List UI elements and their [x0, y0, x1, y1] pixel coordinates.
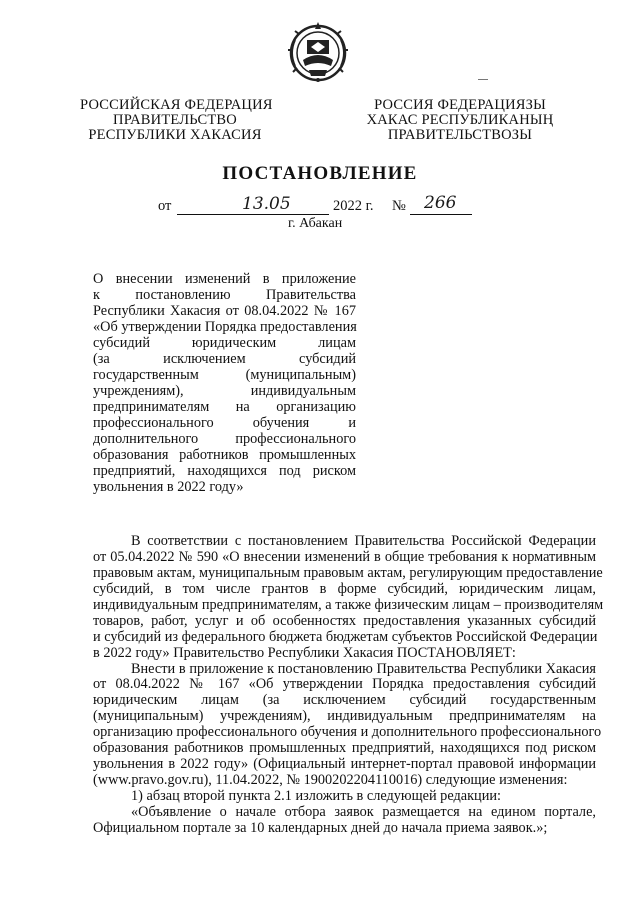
body-line: организацию профессионального обучения и дополнительного профессионального [93, 724, 602, 741]
date-year: 2022 г. [333, 198, 374, 214]
body-line: юридическим лицам (за исключением субсидий государственным [93, 692, 596, 709]
scan-mark [478, 79, 488, 80]
body-line: образования работников промышленных предприятий, находящихся под риском [93, 740, 596, 757]
header-right-line-2: ХАКАС РЕСПУБЛИКАНЫҢ [366, 112, 554, 128]
header-right-line-1: РОССИЯ ФЕДЕРАЦИЯЗЫ [374, 97, 546, 113]
body-line: правовым актам, муниципальным правовым актам, регулирующим предоставление [93, 564, 603, 581]
date-line [0, 193, 640, 218]
body-line: субсидий, в том числе грантов в форме субсидий, юридическим лицам, [93, 580, 596, 597]
subject-line: увольнения в 2022 году» [93, 479, 244, 495]
body-line: товаров, работ, услуг и об особенностях предоставления указанных субсидий [93, 612, 596, 629]
body-line: «Объявление о начале отбора заявок размещается на едином портале, [131, 803, 596, 820]
subject-line: дополнительного профессионального [93, 431, 356, 447]
city-name: г. Абакан [288, 216, 343, 231]
header-left-line-2: ПРАВИТЕЛЬСТВО [113, 112, 237, 128]
date-prefix: от [158, 198, 172, 214]
body-line: и субсидий из федерального бюджета бюджетам субъектов Российской Федерации [93, 628, 598, 645]
coat-of-arms-emblem [285, 20, 351, 84]
subject-line: «Об утверждении Порядка предоставления [93, 319, 357, 335]
body-line: Внести в приложение к постановлению Правительства Республики Хакасия [131, 660, 596, 677]
body-line: увольнения в 2022 году» (Официальный интернет-портал правовой информации [93, 756, 596, 773]
subject-line: государственным (муниципальным) [93, 367, 356, 383]
body-text [93, 533, 604, 837]
handwritten-number: 266 [424, 193, 457, 213]
subject-line: Республики Хакасия от 08.04.2022 № 167 [93, 303, 356, 319]
body-line: Официальном портале за 10 календарных дней до начала приема заявок.»; [93, 819, 548, 836]
body-line: В соответствии с постановлением Правительства Российской Федерации [131, 533, 596, 549]
number-sign: № [392, 198, 406, 214]
body-line: от 05.04.2022 № 590 «О внесении изменений в общие требования к нормативным [93, 548, 596, 565]
header-right-line-3: ПРАВИТЕЛЬСТВОЗЫ [387, 127, 533, 143]
subject-line: (за исключением субсидий [93, 351, 356, 367]
subject-line: субсидий юридическим лицам [93, 335, 356, 351]
subject-line: О внесении изменений в приложение [93, 271, 356, 287]
subject-line: предприятий, находящихся под риском [93, 463, 356, 479]
body-line: 1) абзац второй пункта 2.1 изложить в следующей редакции: [131, 788, 501, 804]
subject-line: к постановлению Правительства [93, 287, 356, 303]
number-underline [410, 214, 472, 215]
subject-block [93, 271, 356, 495]
body-line: индивидуальным предпринимателям, а также физическим лицам – производителям [93, 596, 604, 613]
body-line: от 08.04.2022 № 167 «Об утверждении Порядка предоставления субсидий [93, 676, 596, 693]
body-line: (www.pravo.gov.ru), 11.04.2022, № 1900202204110016) следующие изменения: [93, 772, 568, 789]
body-line: (муниципальным) учреждениям), индивидуальным предпринимателям на [93, 708, 596, 725]
header-left-line-1: РОССИЙСКАЯ ФЕДЕРАЦИЯ [80, 97, 273, 113]
body-line: в 2022 году» Правительство Республики Хакасия ПОСТАНОВЛЯЕТ: [93, 644, 516, 661]
date-underline [177, 214, 329, 215]
subject-line: профессионального обучения и [93, 415, 356, 431]
header-left [80, 97, 273, 143]
document-title: ПОСТАНОВЛЕНИЕ [222, 163, 418, 184]
header-right [360, 98, 560, 143]
handwritten-date: 13.05 [242, 194, 291, 214]
header-left-line-3: РЕСПУБЛИКИ ХАКАСИЯ [88, 127, 262, 143]
subject-line: предпринимателям на организацию [93, 399, 356, 415]
subject-line: учреждениям), индивидуальным [93, 383, 356, 399]
subject-line: образования работников промышленных [93, 447, 356, 463]
